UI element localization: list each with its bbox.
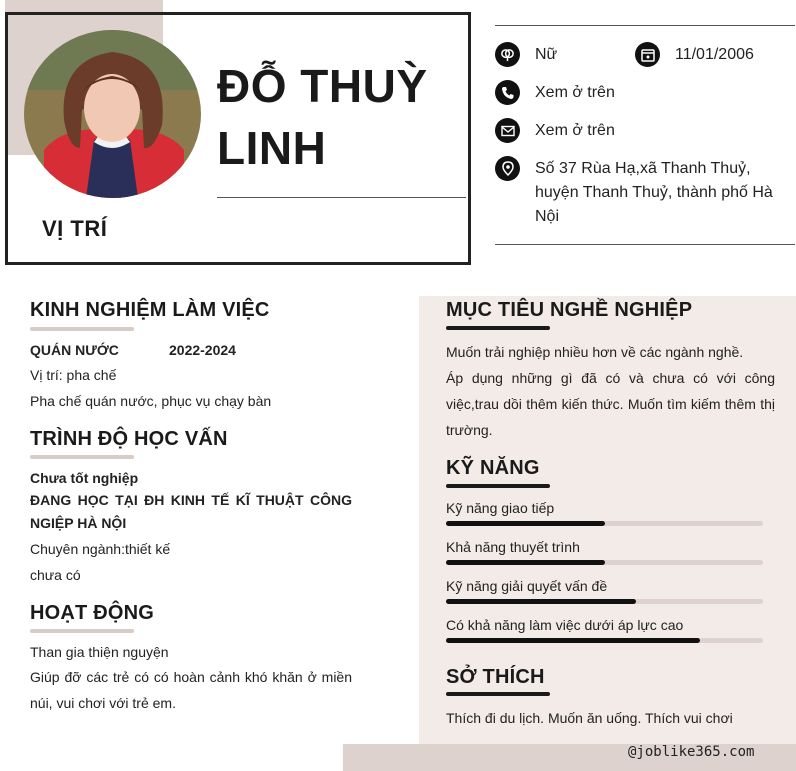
hobbies-title: SỞ THÍCH [446,666,545,688]
skill-label: Khả năng thuyết trình [446,539,580,555]
skill-bar-track [446,638,763,643]
skills-title: KỸ NĂNG [446,457,540,479]
experience-title: KINH NGHIỆM LÀM VIỆC [30,299,270,321]
email-value: Xem ở trên [535,122,615,139]
experience-role: Vị trí: pha chế [30,367,117,383]
objective-title: MỤC TIÊU NGHỀ NGHIỆP [446,299,693,321]
skill-bar-track [446,599,763,604]
skill-bar-fill [446,560,605,565]
address-value: Số 37 Rùa Hạ,xã Thanh Thuỷ, huyện Thanh Thuỷ, thành phố Hà Nội [535,160,773,225]
skill-label: Kỹ năng giải quyết vấn đề [446,578,608,594]
phone-value: Xem ở trên [535,84,615,101]
objective-line2: Áp dụng những gì đã có và chưa có với công việc,trau dồi thêm kiến thức. Muốn tìm kiếm thêm thị trường. [446,370,775,438]
gender-icon [495,42,520,67]
experience-company: QUÁN NƯỚC [30,342,119,358]
skill-bar-track [446,560,763,565]
skill-bar-track [446,521,763,526]
activities-title: HOẠT ĐỘNG [30,602,155,624]
position-label: VỊ TRÍ [42,216,108,241]
experience-description: Pha chế quán nước, phục vụ chạy bàn [30,393,272,409]
experience-underline [30,327,134,331]
experience-period: 2022-2024 [169,342,236,358]
skill-label: Kỹ năng giao tiếp [446,500,555,516]
activities-description: Giúp đỡ các trẻ có có hoàn cảnh khó khăn ở miền núi, vui chơi với trẻ em. [30,669,352,711]
location-pin-icon [495,156,520,181]
gender-value: Nữ [535,46,558,63]
hobbies-underline [446,692,550,696]
education-note: chưa có [30,567,81,583]
education-title: TRÌNH ĐỘ HỌC VẤN [30,428,228,450]
contact-top-rule [495,25,795,26]
education-school: ĐANG HỌC TẠI ĐH KINH TẾ KĨ THUẬT CÔNG NGIỆP HÀ NỘI [30,492,352,531]
objective-line1: Muốn trải nghiệp nhiều hơn về các ngành nghề. [446,344,744,360]
hobbies-text: Thích đi du lịch. Muốn ăn uống. Thích vui chơi [446,710,733,726]
email-icon [495,118,520,143]
footer-watermark: @joblike365.com [628,744,755,760]
education-status: Chưa tốt nghiệp [30,470,139,486]
avatar [24,30,201,198]
activities-item: Than gia thiện nguyện [30,644,169,660]
skill-bar-fill [446,638,700,643]
education-major: Chuyên ngành:thiết kế [30,541,171,557]
birthdate-value: 11/01/2006 [675,46,754,63]
phone-icon [495,80,520,105]
activities-underline [30,629,134,633]
education-underline [30,455,134,459]
name-divider [217,197,466,198]
skill-label: Có khả năng làm việc dưới áp lực cao [446,617,684,633]
objective-underline [446,326,550,330]
full-name: ĐỖ THUỲ LINH [217,60,428,174]
calendar-icon [635,42,660,67]
skills-underline [446,484,550,488]
skill-bar-fill [446,521,605,526]
skill-bar-fill [446,599,636,604]
contact-bottom-rule [495,244,795,245]
